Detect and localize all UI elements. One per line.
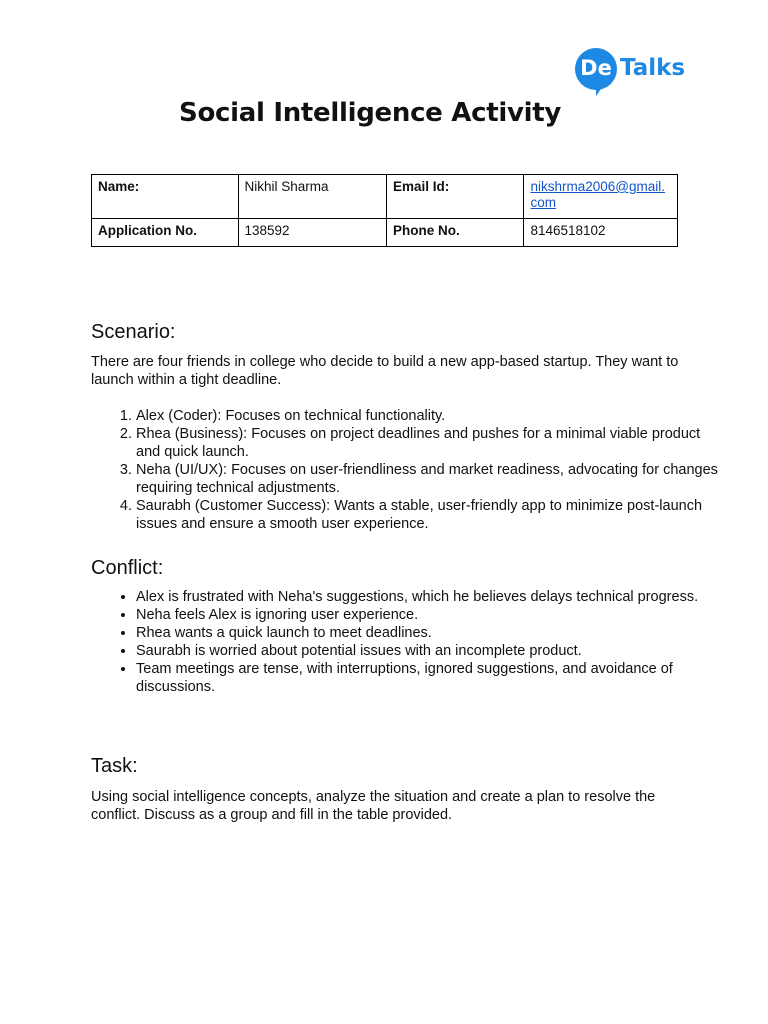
list-item: 4. Saurabh (Customer Success): Wants a stable, user-friendly app to minimize post-launch issues and ensure a smooth user experience.	[136, 497, 726, 533]
logo-de-text: De	[580, 56, 612, 80]
list-item: 3. Neha (UI/UX): Focuses on user-friendliness and market readiness, advocating for changes requiring technical adjustments.	[136, 461, 726, 497]
email-cell	[524, 175, 678, 219]
scenario-heading: Scenario:	[91, 321, 176, 343]
task-text: Using social intelligence concepts, analyze the situation and create a plan to resolve the conflict. Discuss as a group and fill in the table provided.	[91, 789, 656, 823]
scenario-list	[91, 407, 726, 533]
name-label: Name:	[92, 175, 239, 219]
application-label: Application No.	[92, 219, 239, 247]
conflict-heading: Conflict:	[91, 557, 164, 579]
name-value: Nikhil Sharma	[238, 175, 387, 219]
phone-label: Phone No.	[387, 219, 524, 247]
logo-talks-text: Talks	[620, 55, 686, 81]
list-item: • Saurabh is worried about potential issues with an incomplete product.	[136, 642, 726, 660]
list-item: • Rhea wants a quick launch to meet deadlines.	[136, 624, 726, 642]
conflict-list	[91, 588, 726, 696]
scenario-intro: There are four friends in college who decide to build a new app-based startup. They want to launch within a tight deadline.	[91, 354, 679, 388]
email-label: Email Id:	[387, 175, 524, 219]
applicant-info-table	[91, 174, 678, 247]
table-row	[92, 175, 678, 219]
list-item: 2. Rhea (Business): Focuses on project deadlines and pushes for a minimal viable product and quick launch.	[136, 425, 726, 461]
email-link[interactable]: nikshrma2006@gmail.com	[530, 179, 665, 210]
list-item: 1. Alex (Coder): Focuses on technical functionality.	[136, 407, 726, 425]
phone-value: 8146518102	[524, 219, 678, 247]
list-item: • Team meetings are tense, with interruptions, ignored suggestions, and avoidance of discussions.	[136, 660, 726, 696]
application-value: 138592	[238, 219, 387, 247]
list-item: • Neha feels Alex is ignoring user experience.	[136, 606, 726, 624]
task-heading: Task:	[91, 755, 138, 777]
detalks-logo	[575, 48, 685, 98]
page-title: Social Intelligence Activity	[179, 98, 561, 128]
list-item: • Alex is frustrated with Neha's suggestions, which he believes delays technical progress.	[136, 588, 726, 606]
logo-bubble-tail	[596, 82, 606, 96]
table-row	[92, 219, 678, 247]
